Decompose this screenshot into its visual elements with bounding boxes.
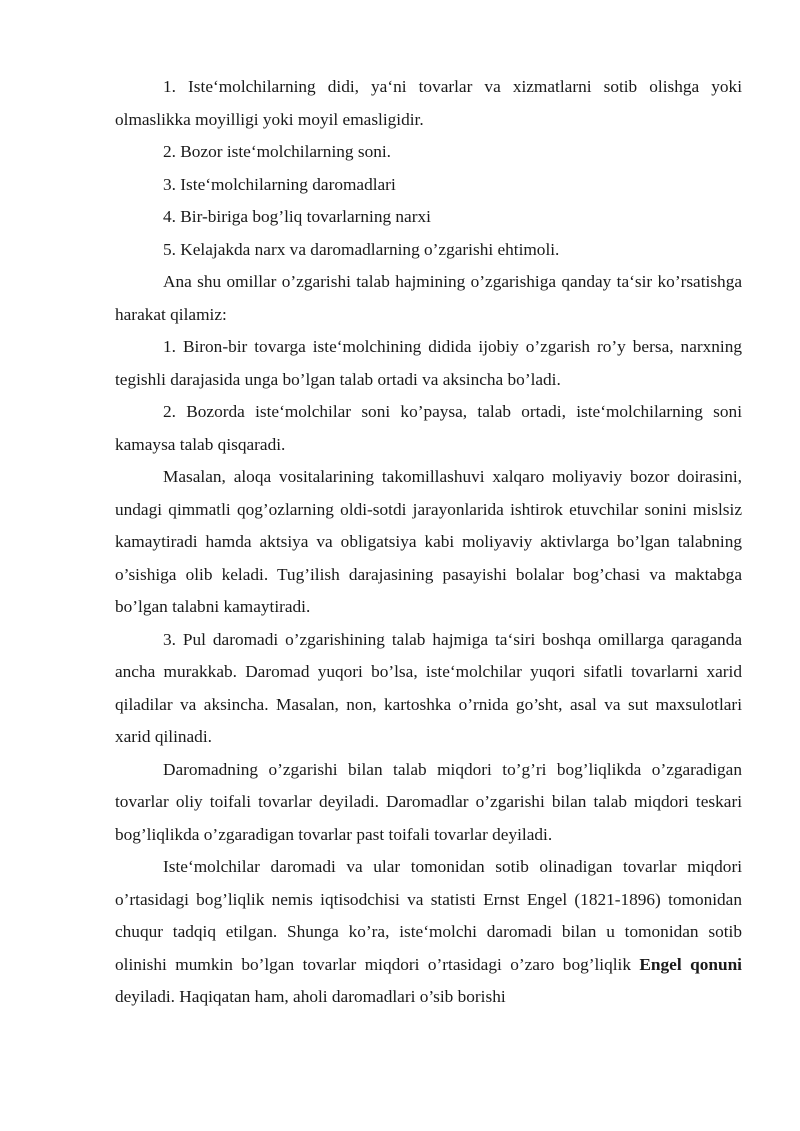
engel-text-before: Iste‘molchilar daromadi va ular tomonidan sotib olinadigan tovarlar miqdori o’rtasidagi bog’liqlik nemis iqtisodchisi va statisti Ernst Engel (1821-1896) tomonidan chuqur tadqiq etilgan. Shunga ko’ra, iste‘molchi daromadi bilan u tomonidan sotib olinishi mumkin bo’lgan tovarlar miqdori o’rtasidagi o’zaro bog’liqlik [115, 857, 742, 974]
paragraph-effect-income: 3. Pul daromadi o’zgarishining talab hajmiga ta‘siri boshqa omillarga qaraganda ancha murakkab. Daromad yuqori bo’lsa, iste‘molchilar yuqori sifatli tovarlarni xarid qiladilar va aksincha. Masalan, non, kartoshka o’rnida go’sht, asal va sut maxsulotlari xarid qilinadi. [115, 629, 742, 746]
paragraph-intro-effects: Ana shu omillar o’zgarishi talab hajmining o’zgarishiga qanday ta‘sir ko’rsatishga harakat qilamiz: [115, 272, 742, 324]
paragraph-factor-number-of-consumers: 2. Bozor iste‘molchilarning soni. [163, 142, 391, 161]
paragraph-factor-related-goods-price: 4. Bir-biriga bog’liq tovarlarning narxi [163, 207, 431, 226]
paragraph-effect-taste: 1. Biron-bir tovarga iste‘molchining didida ijobiy o’zgarish ro’y bersa, narxning tegishli darajasida unga bo’lgan talab ortadi va aksincha bo’ladi. [115, 337, 742, 389]
paragraph-factor-expectations: 5. Kelajakda narx va daromadlarning o’zgarishi ehtimoli. [163, 239, 560, 259]
paragraph-factor-taste: 1. Iste‘molchilarning didi, ya‘ni tovarlar va xizmatlarni sotib olishga yoki olmaslikka moyilligi yoki moyil emasligidir. [115, 77, 742, 129]
paragraph-example-communication: Masalan, aloqa vositalarining takomillashuvi xalqaro moliyaviy bozor doirasini, undagi qimmatli qog’ozlarning oldi-sotdi jarayonlarida ishtirok etuvchilar sonini mislsiz kamaytiradi hamda aktsiya va obligatsiya kabi moliyaviy aktivlarga bo’lgan talabning o’sishiga olib keladi. Tug’ilish darajasining pasayishi bolalar bog’chasi va maktabga bo’lgan talabni kamaytiradi. [115, 467, 742, 616]
paragraph-superior-inferior-goods: Daromadning o’zgarishi bilan talab miqdori to’g’ri bog’liqlikda o’zgaradigan tovarlar oliy toifali tovarlar deyiladi. Daromadlar o’zgarishi bilan talab miqdori teskari bog’liqlikda o’zgaradigan tovarlar past toifali tovarlar deyiladi. [115, 759, 742, 844]
paragraph-factor-income: 3. Iste‘molchilarning daromadlari [163, 174, 396, 194]
paragraph-engel-law [115, 851, 742, 1014]
engel-law-term: Engel qonuni [639, 954, 742, 974]
engel-text-after: deyiladi. Haqiqatan ham, aholi daromadlari o’sib borishi [115, 987, 506, 1006]
paragraph-effect-consumers: 2. Bozorda iste‘molchilar soni ko’paysa, talab ortadi, iste‘molchilarning soni kamaysa talab qisqaradi. [115, 402, 742, 454]
